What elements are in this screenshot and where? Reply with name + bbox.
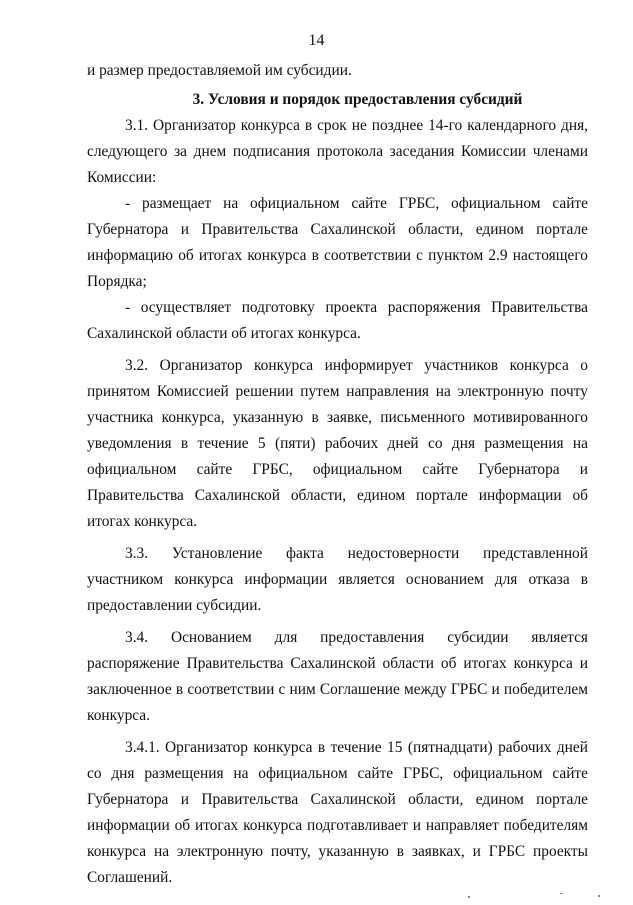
- paragraph-3-1-item-2: - осуществляет подготовку проекта распоряжения Правительства Сахалинской области об итогах конкурса.: [87, 299, 588, 342]
- scan-speck: [598, 895, 600, 897]
- scan-speck: [560, 893, 563, 894]
- paragraph-3-1-item-1: - размещает на официальном сайте ГРБС, официальном сайте Губернатора и Правительства Сахалинской области, едином портале информацию об итогах конкурса в соответствии с пунктом 2.9 настоящего Порядка;: [87, 195, 588, 290]
- document-body: [87, 58, 588, 891]
- scan-speck: [468, 896, 470, 898]
- continuation-line: и размер предоставляемой им субсидии.: [87, 62, 352, 79]
- page-number: 14: [308, 32, 325, 49]
- paragraph-3-4-1: 3.4.1. Организатор конкурса в течение 15 (пятнадцати) рабочих дней со дня размещения на официальном сайте ГРБС, официальном сайте Губернатора и Правительства Сахалинской области, едином портале информации об итогах конкурса подготавливает и направляет победителям конкурса на электронную почту, указанную в заявках, и ГРБС проекты Соглашений.: [87, 739, 588, 886]
- paragraph-3-3: 3.3. Установление факта недостоверности представленной участником конкурса информации является основанием для отказа в предоставлении субсидии.: [87, 545, 588, 614]
- paragraph-3-2: 3.2. Организатор конкурса информирует участников конкурса о принятом Комиссией решении путем направления на электронную почту участника конкурса, указанную в заявке, письменного мотивированного уведомления в течение 5 (пяти) рабочих дней со дня размещения на официальном сайте ГРБС, официальном сайте Губернатора и Правительства Сахалинской области, едином портале информации об итогах конкурса.: [87, 357, 588, 530]
- paragraph-3-1: 3.1. Организатор конкурса в срок не позднее 14-го календарного дня, следующего за днем подписания протокола заседания Комиссии членами Комиссии:: [87, 117, 588, 186]
- section-heading: 3. Условия и порядок предоставления субсидий: [192, 91, 523, 108]
- paragraph-3-4: 3.4. Основанием для предоставления субсидии является распоряжение Правительства Сахалинской области об итогах конкурса и заключенное в соответствии с ним Соглашение между ГРБС и победителем конкурса.: [87, 629, 588, 724]
